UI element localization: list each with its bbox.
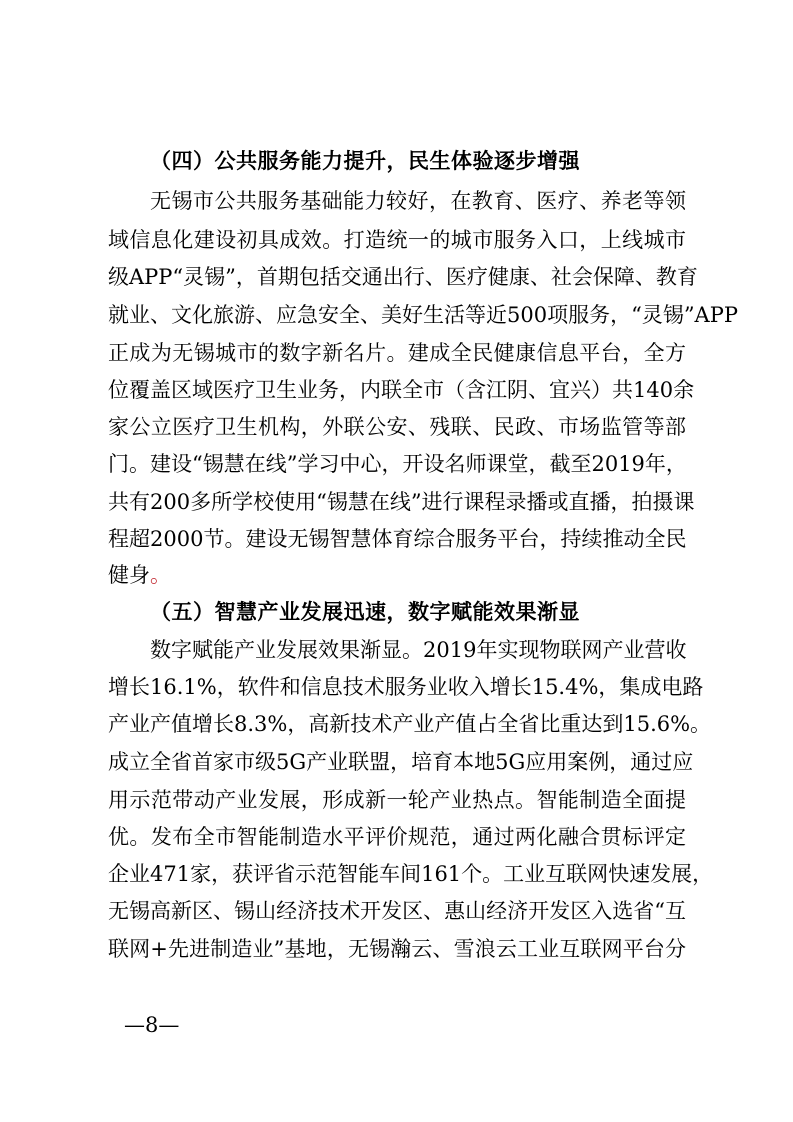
paragraph-text: 健身 [108,563,150,587]
paragraph-last-line [108,557,686,593]
paragraph-period: 。 [150,563,171,587]
paragraph-line: 数字赋能产业发展效果渐显。2019年实现物联网产业营收 [150,638,687,662]
paragraph-line: 成立全省首家市级5G产业联盟，培育本地5G应用案例，通过应 [108,750,694,774]
paragraph-line: 就业、文化旅游、应急安全、美好生活等近500项服务，“灵锡”APP [108,303,738,327]
paragraph-line: 域信息化建设初具成效。打造统一的城市服务入口，上线城市 [108,228,686,252]
paragraph-line: 用示范带动产业发展，形成新一轮产业热点。智能制造全面提 [108,788,686,812]
paragraph-line: 位覆盖区域医疗卫生业务，内联全市（含江阴、宜兴）共140余 [108,378,695,402]
section-heading-public-services: （四）公共服务能力提升，民生体验逐步增强 [150,148,580,173]
paragraph-line: 增长16.1%，软件和信息技术服务业收入增长15.4%，集成电路 [108,675,704,699]
paragraph-line: 联网+先进制造业”基地，无锡瀚云、雪浪云工业互联网平台分 [108,937,686,961]
paragraph-line: 门。建设“锡慧在线”学习中心，开设名师课堂，截至2019年， [108,452,687,476]
paragraph-line: 共有200多所学校使用“锡慧在线”进行课程录播或直播，拍摄课 [108,490,695,514]
paragraph-line: 企业471家，获评省示范智能车间161个。工业互联网快速发展， [108,862,714,886]
paragraph-line: 产业产值增长8.3%，高新技术产业产值占全省比重达到15.6%。 [108,712,712,736]
paragraph-line: 程超2000节。建设无锡智慧体育综合服务平台，持续推动全民 [108,527,687,551]
section-heading-smart-industry: （五）智慧产业发展迅速，数字赋能效果渐显 [150,599,580,624]
page-number: —8— [124,1013,180,1037]
paragraph-line: 级APP“灵锡”，首期包括交通出行、医疗健康、社会保障、教育 [108,265,698,289]
paragraph-line: 无锡高新区、锡山经济技术开发区、惠山经济开发区入选省“互 [108,899,686,923]
paragraph-line: 正成为无锡城市的数字新名片。建成全民健康信息平台，全方 [108,341,686,365]
paragraph-line: 无锡市公共服务基础能力较好，在教育、医疗、养老等领 [150,189,686,213]
paragraph-line: 优。发布全市智能制造水平评价规范，通过两化融合贯标评定 [108,825,686,849]
paragraph-line: 家公立医疗卫生机构，外联公安、残联、民政、市场监管等部 [108,415,686,439]
